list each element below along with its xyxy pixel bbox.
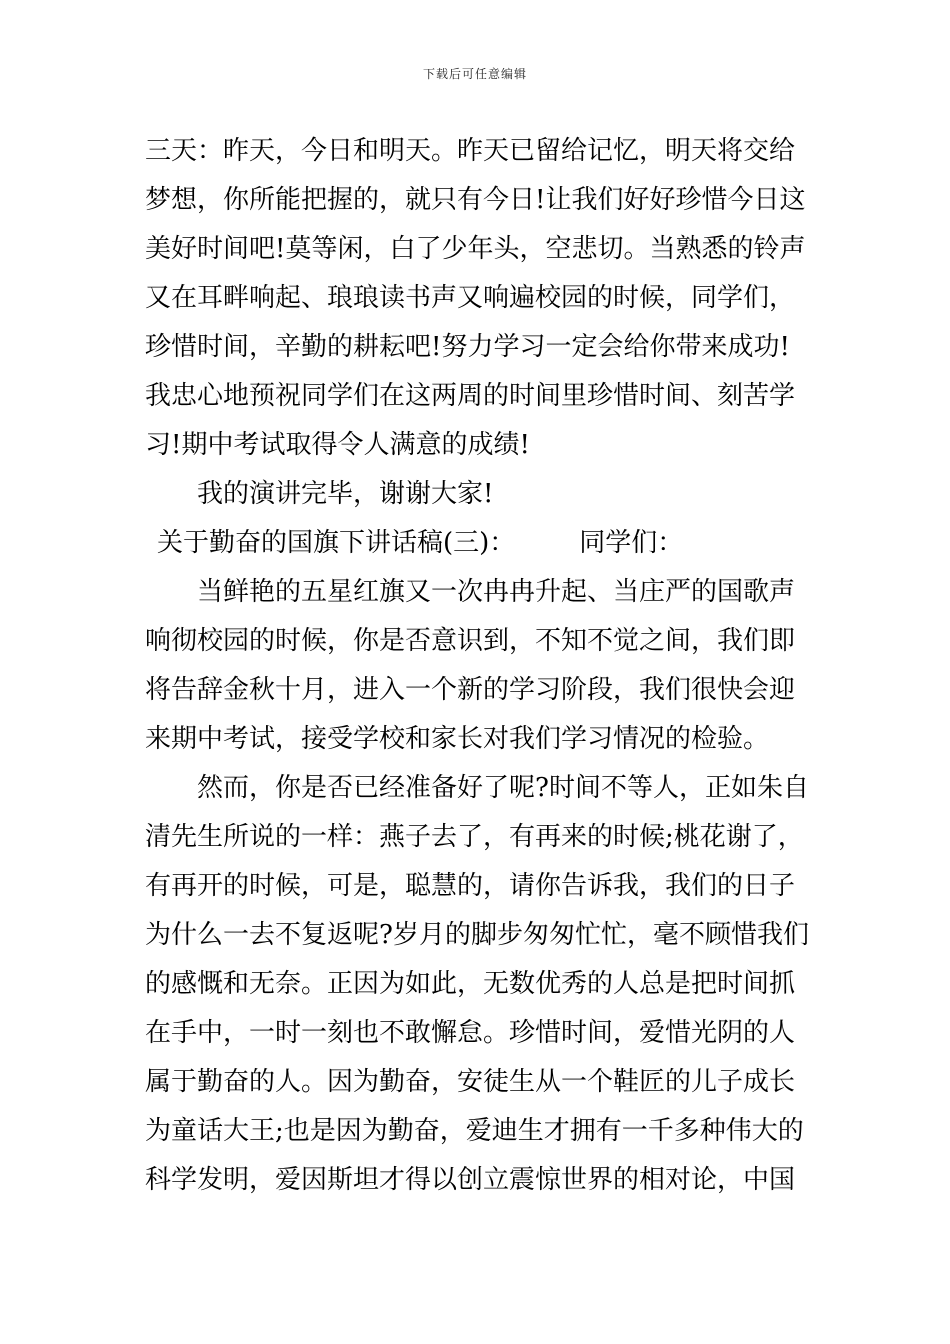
text-line: 在手中，一时一刻也不敢懈怠。珍惜时间，爱惜光阴的人 xyxy=(145,1018,796,1048)
text-line: 清先生所说的一样：燕子去了，有再来的时候;桃花谢了， xyxy=(145,822,804,852)
text-line: 习!期中考试取得令人满意的成绩! xyxy=(145,430,530,460)
section-title: 关于勤奋的国旗下讲话稿(三)： xyxy=(157,528,516,558)
text-line: 来期中考试，接受学校和家长对我们学习情况的检验。 xyxy=(145,724,770,754)
text-line: 三天：昨天，今日和明天。昨天已留给记忆，明天将交给 xyxy=(145,136,796,166)
text-line: 的感慨和无奈。正因为如此，无数优秀的人总是把时间抓 xyxy=(145,969,796,999)
document-body xyxy=(145,127,810,1205)
section-title-line xyxy=(145,519,810,568)
text-line: 珍惜时间，辛勤的耕耘吧!努力学习一定会给你带来成功! xyxy=(145,332,790,362)
text-line: 为什么一去不复返呢?岁月的脚步匆匆忙忙，毫不顾惜我们 xyxy=(145,920,809,950)
text-line: 响彻校园的时候，你是否意识到，不知不觉之间，我们即 xyxy=(145,626,796,656)
page-header: 下载后可任意编辑 xyxy=(422,67,527,81)
text-line: 为童话大王;也是因为勤奋，爱迪生才拥有一千多种伟大的 xyxy=(145,1116,804,1146)
text-line: 科学发明，爱因斯坦才得以创立震惊世界的相对论，中国 xyxy=(145,1165,796,1195)
paragraph-start: 然而，你是否已经准备好了呢?时间不等人，正如朱自 xyxy=(197,773,809,803)
text-line: 美好时间吧!莫等闲，白了少年头，空悲切。当熟悉的铃声 xyxy=(145,234,806,264)
text-line: 我忠心地预祝同学们在这两周的时间里珍惜时间、刻苦学 xyxy=(145,381,796,411)
salutation: 同学们： xyxy=(579,528,684,558)
text-line: 属于勤奋的人。因为勤奋，安徒生从一个鞋匠的儿子成长 xyxy=(145,1067,796,1097)
text-line: 又在耳畔响起、琅琅读书声又响遍校园的时候，同学们， xyxy=(145,283,796,313)
text-line: 梦想，你所能把握的，就只有今日!让我们好好珍惜今日这 xyxy=(145,185,806,215)
paragraph-start: 当鲜艳的五星红旗又一次冉冉升起、当庄严的国歌声 xyxy=(197,577,796,607)
closing-line: 我的演讲完毕，谢谢大家! xyxy=(197,479,494,509)
text-line: 有再开的时候，可是，聪慧的，请你告诉我，我们的日子 xyxy=(145,871,796,901)
text-line: 将告辞金秋十月，进入一个新的学习阶段，我们很快会迎 xyxy=(145,675,796,705)
